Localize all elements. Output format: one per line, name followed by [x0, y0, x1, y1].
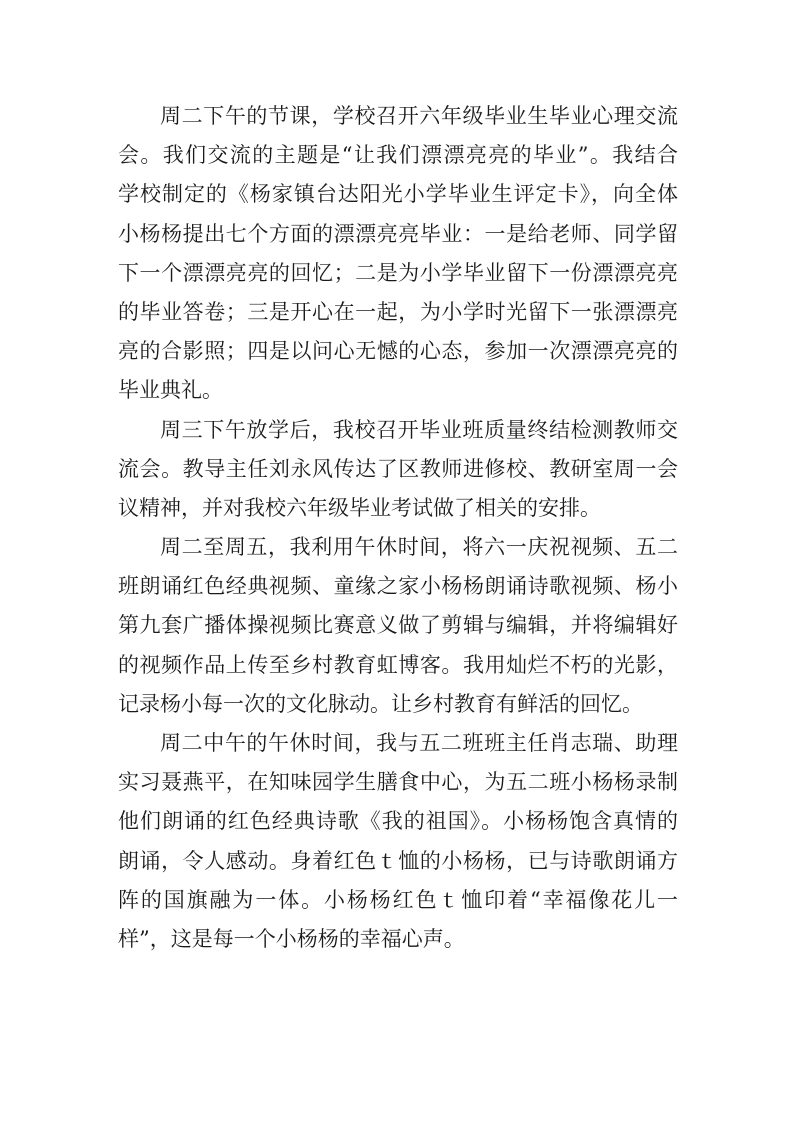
text-line: 学校制定的《杨家镇台达阳光小学毕业生评定卡》，向全体 — [118, 182, 678, 207]
document-body — [118, 97, 678, 959]
text-line: 周二中午的午休时间，我与五二班班主任肖志瑞、助理 — [160, 731, 678, 755]
text-line: 毕业典礼。 — [118, 378, 223, 403]
text-line: 的视频作品上传至乡村教育虹博客。我用灿烂不朽的光影， — [118, 652, 678, 677]
text-line: 班朗诵红色经典视频、童缘之家小杨杨朗诵诗歌视频、杨小 — [118, 574, 678, 599]
text-line: 阵的国旗融为一体。小杨杨红色ｔ恤印着“幸福像花儿一 — [118, 887, 678, 912]
text-line: 周三下午放学后，我校召开毕业班质量终结检测教师交 — [160, 417, 678, 442]
paragraph-2 — [118, 411, 678, 529]
text-line: 小杨杨提出七个方面的漂漂亮亮毕业：一是给老师、同学留 — [118, 221, 678, 246]
text-line: 第九套广播体操视频比赛意义做了剪辑与编辑，并将编辑好 — [118, 613, 678, 638]
text-line: 会。我们交流的主题是“让我们漂漂亮亮的毕业”。我结合 — [118, 143, 678, 168]
paragraph-3 — [118, 528, 678, 724]
text-line: 议精神，并对我校六年级毕业考试做了相关的安排。 — [118, 495, 601, 520]
text-line: 的毕业答卷；三是开心在一起，为小学时光留下一张漂漂亮 — [118, 299, 678, 324]
text-line: 记录杨小每一次的文化脉动。让乡村教育有鲜活的回忆。 — [118, 691, 643, 716]
text-line: 周二下午的节课，学校召开六年级毕业生毕业心理交流 — [160, 104, 678, 128]
paragraph-4 — [118, 724, 678, 959]
text-line: 周二至周五，我利用午休时间，将六一庆祝视频、五二 — [160, 535, 678, 560]
text-line: 亮的合影照；四是以问心无憾的心态，参加一次漂漂亮亮的 — [118, 339, 678, 364]
paragraph-1 — [118, 97, 678, 411]
text-line: 他们朗诵的红色经典诗歌《我的祖国》。小杨杨饱含真情的 — [118, 809, 678, 834]
text-line: 流会。教导主任刘永风传达了区教师进修校、教研室周一会 — [118, 456, 678, 481]
text-line: 下一个漂漂亮亮的回忆；二是为小学毕业留下一份漂漂亮亮 — [118, 260, 678, 285]
text-line: 样”，这是每一个小杨杨的幸福心声。 — [118, 926, 465, 951]
text-line: 朗诵，令人感动。身着红色ｔ恤的小杨杨，已与诗歌朗诵方 — [118, 848, 678, 873]
text-line: 实习聂燕平，在知味园学生膳食中心，为五二班小杨杨录制 — [118, 770, 678, 795]
